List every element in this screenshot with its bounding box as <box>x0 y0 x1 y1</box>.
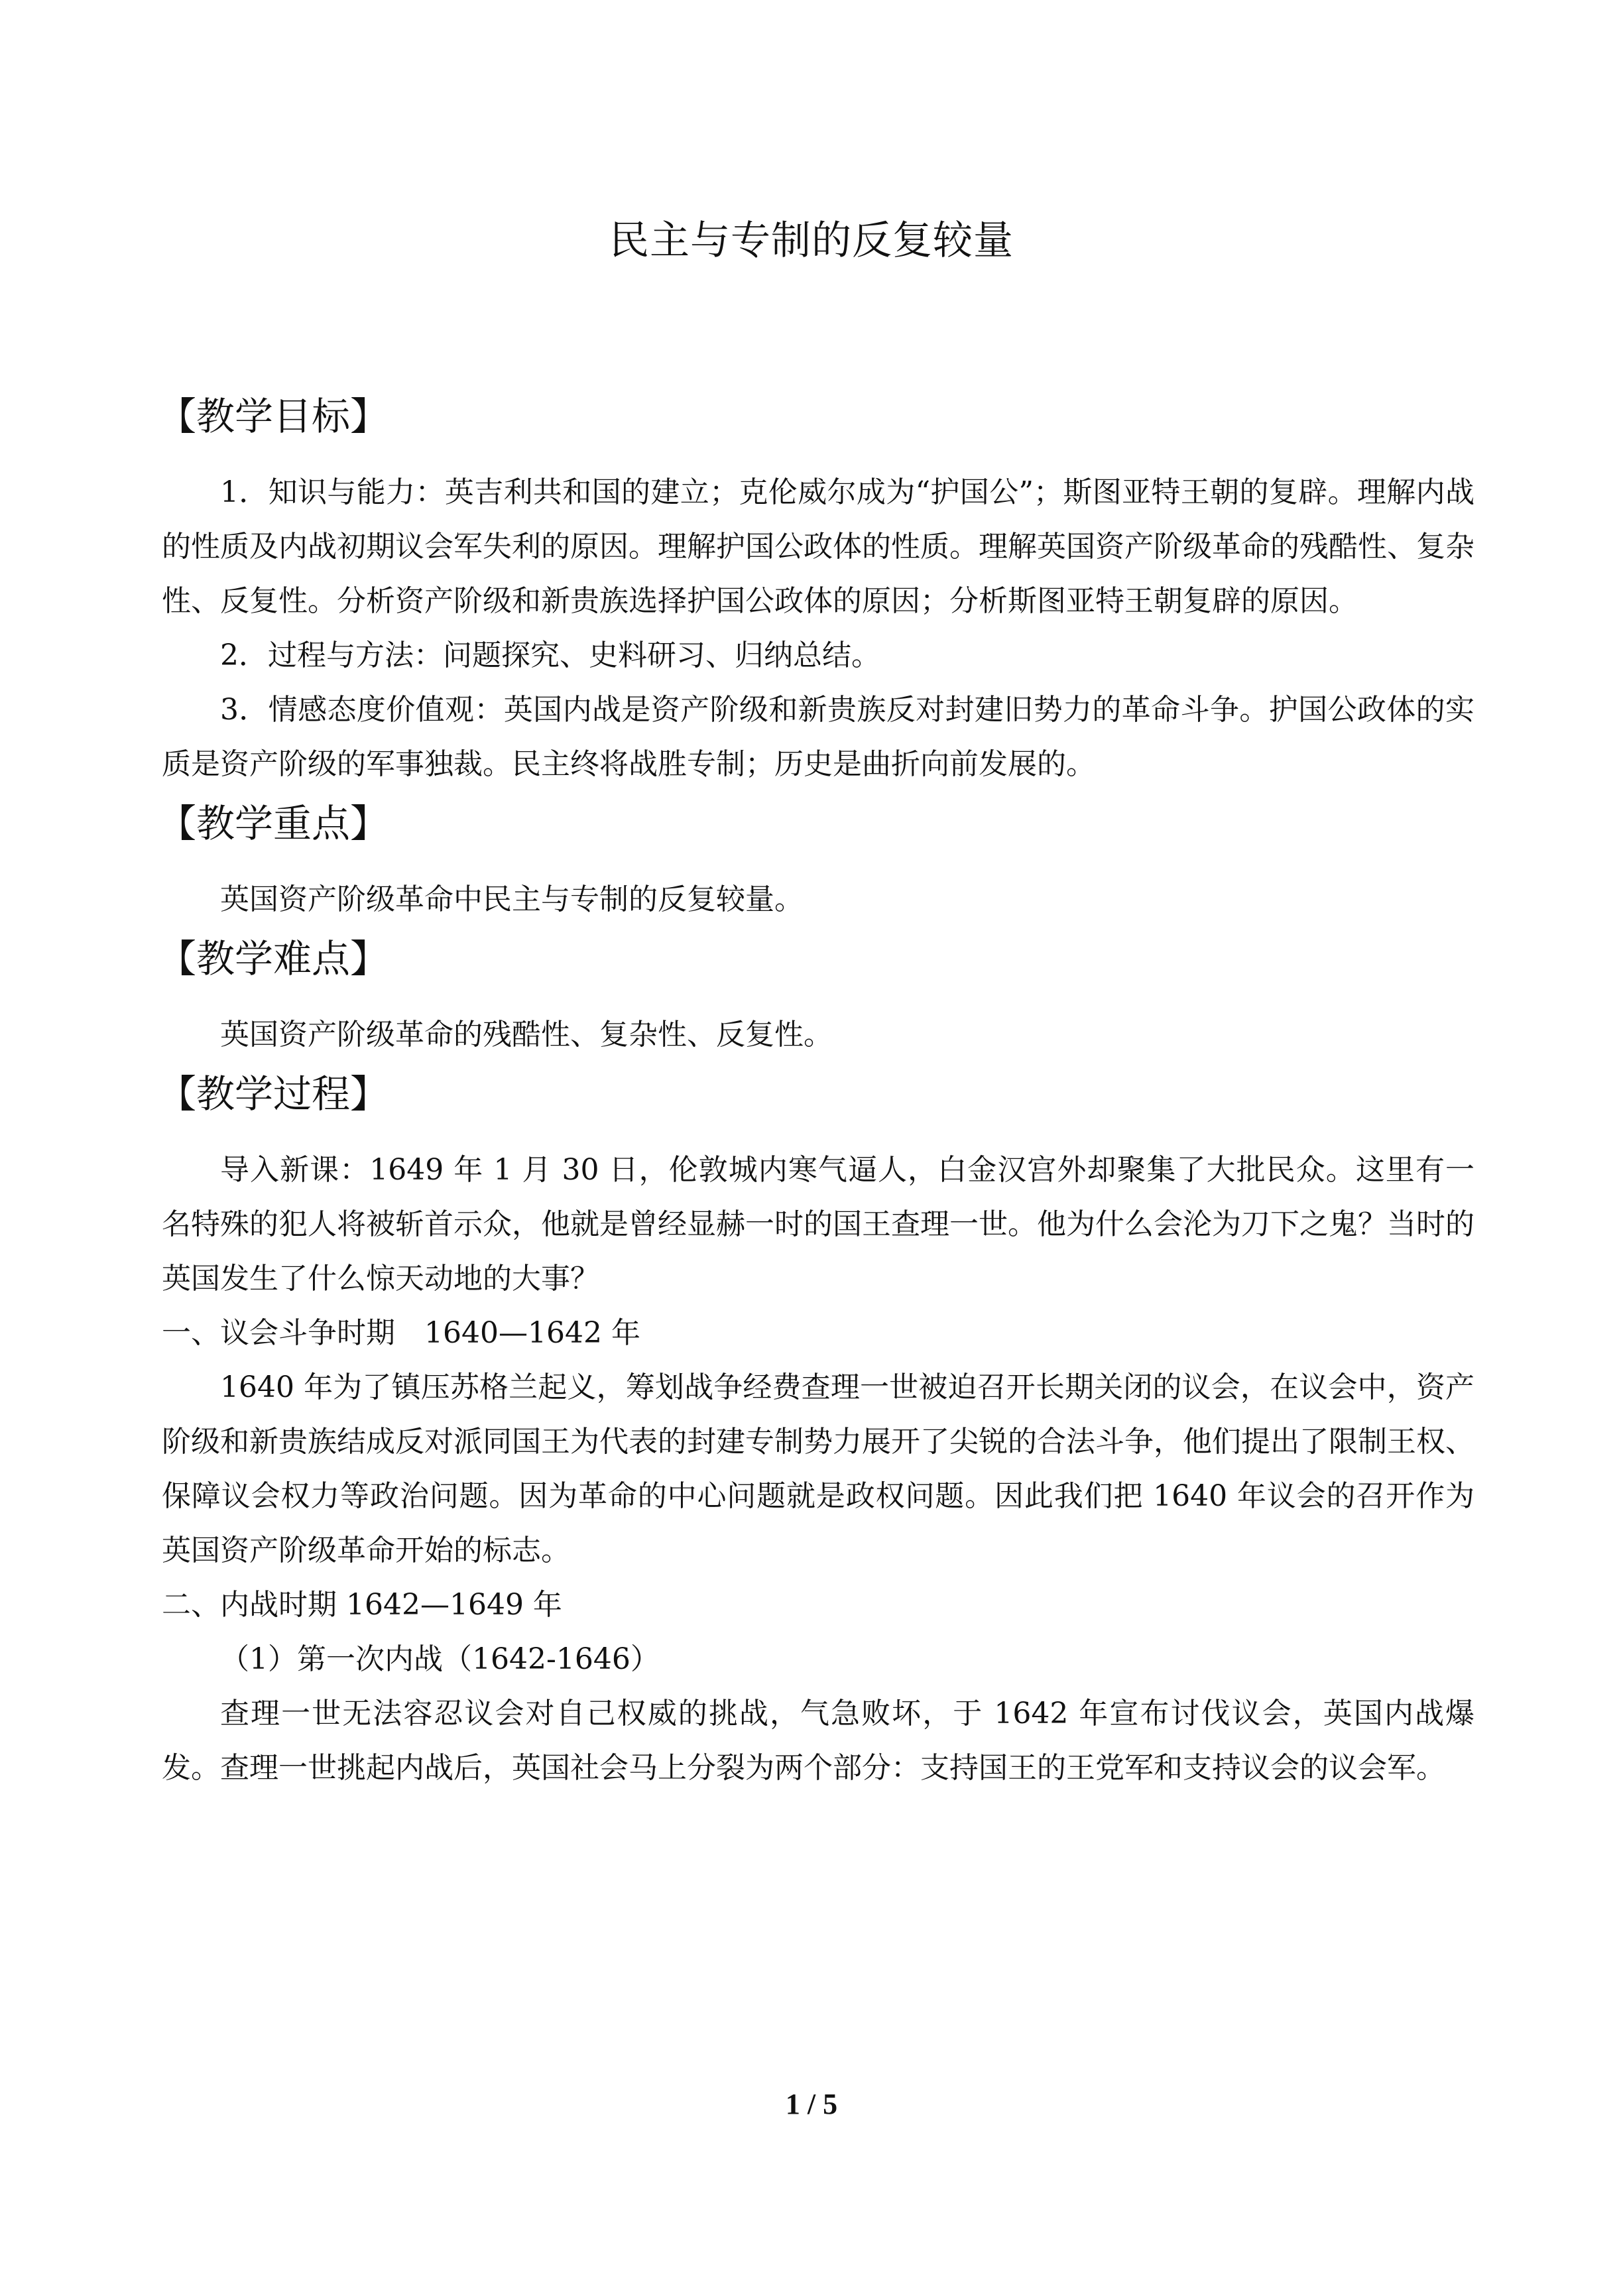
part2-subheading: （1）第一次内战（1642-1646） <box>220 1642 660 1676</box>
part2-heading: 二、内战时期 1642—1649 年 <box>162 1588 562 1622</box>
part1-text: 1640 年为了镇压苏格兰起义，筹划战争经费查理一世被迫召开长期关闭的议会，在议会中，资产阶级和新贵族结成反对派同国王为代表的封建专制势力展开了尖锐的合法斗争，他们提出了限制王权、保障议会权力等政治问题。因为革命的中心问题就是政权问题。因此我们把 1640 年议会的召开作为英国资产阶级革命开始的标志。 <box>162 1370 1474 1567</box>
objective-item-1: 1．知识与能力：英吉利共和国的建立；克伦威尔成为“护国公”；斯图亚特王朝的复辟。理解内战的性质及内战初期议会军失利的原因。理解护国公政体的性质。理解英国资产阶级革命的残酷性、复杂性、反复性。分析资产阶级和新贵族选择护国公政体的原因；分析斯图亚特王朝复辟的原因。 <box>162 475 1474 618</box>
process-heading: 【教学过程】 <box>158 1071 389 1117</box>
key-points-text: 英国资产阶级革命中民主与专制的反复较量。 <box>220 882 804 916</box>
difficulties-text: 英国资产阶级革命的残酷性、复杂性、反复性。 <box>220 1018 833 1052</box>
part2-text: 查理一世无法容忍议会对自己权威的挑战，气急败坏，于 1642 年宣布讨伐议会，英国内战爆发。查理一世挑起内战后，英国社会马上分裂为两个部分：支持国王的王党军和支持议会的议会军。 <box>162 1697 1474 1785</box>
process-intro: 导入新课：1649 年 1 月 30 日，伦敦城内寒气逼人，白金汉宫外却聚集了大批民众。这里有一名特殊的犯人将被斩首示众，他就是曾经显赫一时的国王查理一世。他为什么会沦为刀下之鬼？当时的英国发生了什么惊天动地的大事？ <box>162 1153 1474 1296</box>
difficulties-heading: 【教学难点】 <box>158 936 389 981</box>
objective-item-3: 3．情感态度价值观：英国内战是资产阶级和新贵族反对封建旧势力的革命斗争。护国公政体的实质是资产阶级的军事独裁。民主终将战胜专制；历史是曲折向前发展的。 <box>162 693 1474 781</box>
key-points-heading: 【教学重点】 <box>158 801 389 846</box>
page-number: 1 / 5 <box>785 2088 838 2120</box>
objectives-heading: 【教学目标】 <box>158 394 389 439</box>
part1-heading: 一、议会斗争时期 1640—1642 年 <box>162 1316 640 1350</box>
objective-item-2: 2．过程与方法：问题探究、史料研习、归纳总结。 <box>220 638 880 672</box>
document-body <box>158 385 1474 1795</box>
document-title: 民主与专制的反复较量 <box>609 217 1014 264</box>
